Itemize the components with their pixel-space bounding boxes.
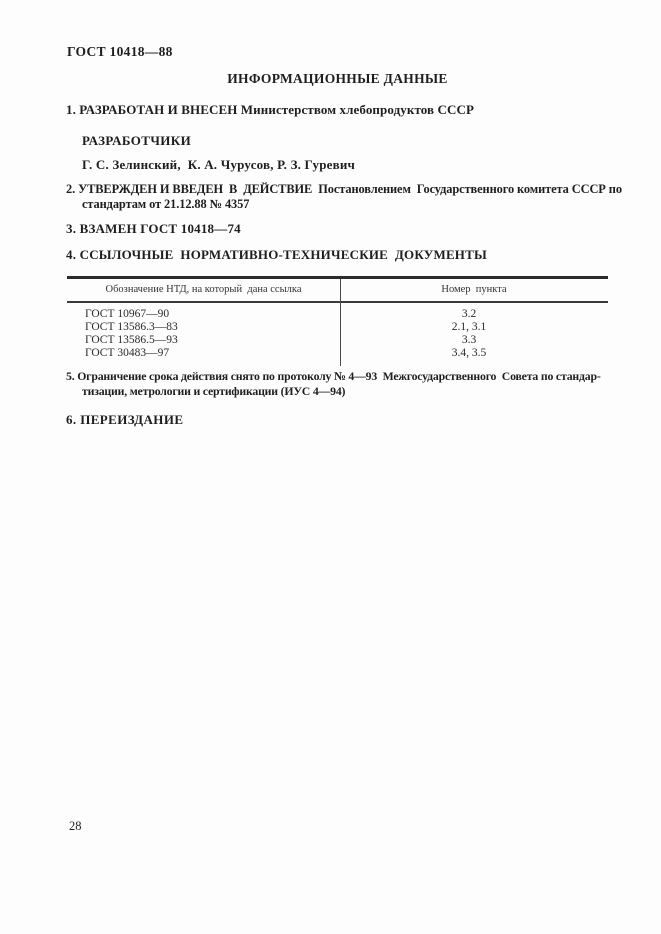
- punkt-cell: 3.4, 3.5: [451, 347, 487, 359]
- item-reissue: 6. ПЕРЕИЗДАНИЕ: [66, 412, 184, 427]
- item-validity-limit: [66, 369, 626, 399]
- ntd-cell: ГОСТ 13586.5—93: [85, 334, 178, 346]
- ntd-cell: ГОСТ 13586.3—83: [85, 321, 178, 333]
- ntd-cell: ГОСТ 10967—90: [85, 308, 170, 320]
- item-approved-line2: стандартам от 21.12.88 № 4357: [82, 197, 250, 211]
- table-row: [67, 308, 608, 321]
- item-reference-docs-heading: 4. ССЫЛОЧНЫЕ НОРМАТИВНО-ТЕХНИЧЕСКИЕ ДОКУМЕНТЫ: [66, 247, 487, 262]
- punkt-cell: 2.1, 3.1: [451, 321, 487, 333]
- table-header-row: [67, 279, 608, 303]
- item-replaces: 3. ВЗАМЕН ГОСТ 10418—74: [66, 221, 241, 236]
- item-approved: [66, 182, 626, 212]
- column-header-ntd: Обозначение НТД, на который дана ссылка: [105, 284, 302, 295]
- developers-names: Г. С. Зелинский, К. А. Чурусов, Р. З. Гуревич: [82, 157, 356, 172]
- table-row: [67, 347, 608, 360]
- reference-documents-table: [67, 276, 608, 366]
- punkt-cell: 3.3: [461, 334, 477, 346]
- table-column-divider: [340, 279, 341, 366]
- table-body: [67, 303, 608, 366]
- page-number: 28: [69, 819, 82, 833]
- item-developed-by: 1. РАЗРАБОТАН И ВНЕСЕН Министерством хлебопродуктов СССР: [66, 102, 475, 117]
- page-title: ИНФОРМАЦИОННЫЕ ДАННЫЕ: [227, 71, 448, 86]
- table-row: [67, 334, 608, 347]
- table-row: [67, 321, 608, 334]
- item-approved-line1: 2. УТВЕРЖДЕН И ВВЕДЕН В ДЕЙСТВИЕ Постановлением Государственного комитета СССР по: [66, 182, 622, 196]
- column-header-punkt: Номер пункта: [441, 284, 507, 295]
- ntd-cell: ГОСТ 30483—97: [85, 347, 170, 359]
- developers-heading: РАЗРАБОТЧИКИ: [82, 133, 192, 148]
- doc-code: ГОСТ 10418—88: [67, 44, 173, 59]
- item-validity-line2: тизации, метрологии и сертификации (ИУС 4—94): [82, 384, 346, 398]
- punkt-cell: 3.2: [461, 308, 477, 320]
- item-validity-line1: 5. Ограничение срока действия снято по протоколу № 4—93 Межгосударственного Совета по стандар-: [66, 369, 601, 383]
